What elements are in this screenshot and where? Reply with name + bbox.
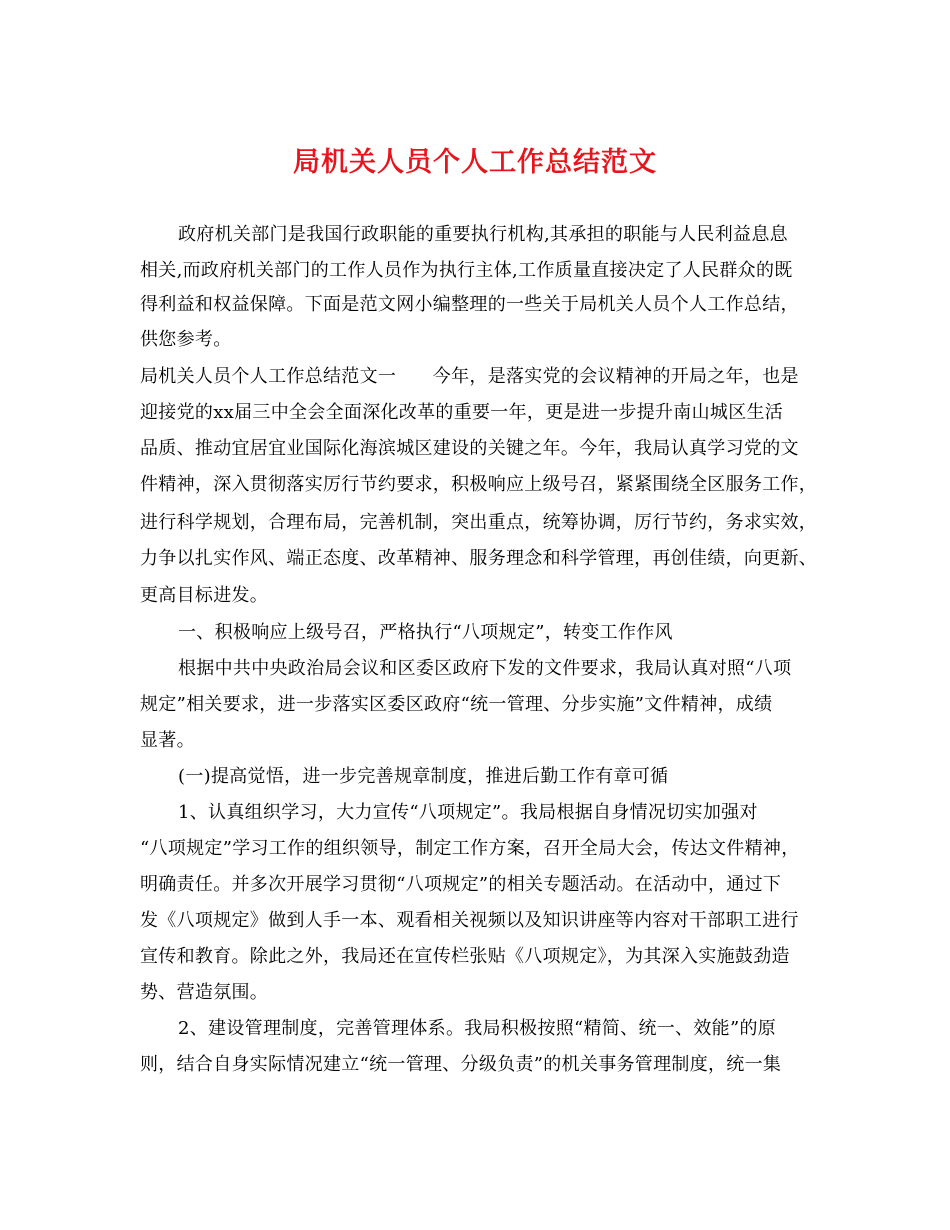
paragraph-line: 更高目标进发。 xyxy=(140,585,269,606)
paragraph-line: 1、认真组织学习，大力宣传“八项规定”。我局根据自身情况切实加强对 xyxy=(178,802,758,823)
paragraph-line: 品质、推动宜居宜业国际化海滨城区建设的关键之年。今年，我局认真学习党的文 xyxy=(140,438,799,459)
paragraph-line: 相关,而政府机关部门的工作人员作为执行主体,工作质量直接决定了人民群众的既 xyxy=(140,260,793,281)
paragraph-line: 件精神，深入贯彻落实厉行节约要求，积极响应上级号召，紧紧围绕全区服务工作， xyxy=(140,474,818,495)
paragraph-line: 规定”相关要求，进一步落实区委区政府“统一管理、分步实施”文件精神，成绩 xyxy=(140,694,773,715)
paragraph-line: “八项规定”学习工作的组织领导，制定工作方案，召开全局大会，传达文件精神， xyxy=(140,838,800,859)
paragraph-line: 明确责任。并多次开展学习贯彻“八项规定”的相关专题活动。在活动中，通过下 xyxy=(140,874,782,895)
paragraph-line: 宣传和教育。除此之外，我局还在宣传栏张贴《八项规定》，为其深入实施鼓劲造 xyxy=(140,946,790,967)
paragraph-line: 2、建设管理制度，完善管理体系。我局积极按照“精简、统一、效能”的原 xyxy=(178,1018,777,1039)
paragraph-line: 进行科学规划，合理布局，完善机制，突出重点，统筹协调，厉行节约，务求实效， xyxy=(140,512,818,533)
paragraph-line: 发《八项规定》做到人手一本、观看相关视频以及知识讲座等内容对干部职工进行 xyxy=(140,910,799,931)
paragraph-line: 势、营造氛围。 xyxy=(140,982,269,1003)
paragraph-line: 迎接党的xx届三中全会全面深化改革的重要一年，更是进一步提升南山城区生活 xyxy=(140,402,784,423)
paragraph-line: 则，结合自身实际情况建立“统一管理、分级负责”的机关事务管理制度，统一集 xyxy=(140,1054,782,1075)
paragraph-line: 政府机关部门是我国行政职能的重要执行机构,其承担的职能与人民利益息息 xyxy=(178,224,788,245)
paragraph-line: 供您参考。 xyxy=(140,329,232,350)
paragraph-line: 局机关人员个人工作总结范文一 今年，是落实党的会议精神的开局之年，也是 xyxy=(140,366,799,387)
paragraph-line: 根据中共中央政治局会议和区委区政府下发的文件要求，我局认真对照“八项 xyxy=(178,658,792,679)
section-heading: 一、积极响应上级号召，严格执行“八项规定”，转变工作作风 xyxy=(178,622,673,643)
paragraph-line: 显著。 xyxy=(140,730,195,751)
paragraph-line: 得利益和权益保障。下面是范文网小编整理的一些关于局机关人员个人工作总结， xyxy=(140,294,799,315)
subsection-heading: (一)提高觉悟，进一步完善规章制度，推进后勤工作有章可循 xyxy=(178,766,669,787)
document-title: 局机关人员个人工作总结范文 xyxy=(293,147,657,178)
paragraph-line: 力争以扎实作风、端正态度、改革精神、服务理念和科学管理，再创佳绩，向更新、 xyxy=(140,548,818,569)
